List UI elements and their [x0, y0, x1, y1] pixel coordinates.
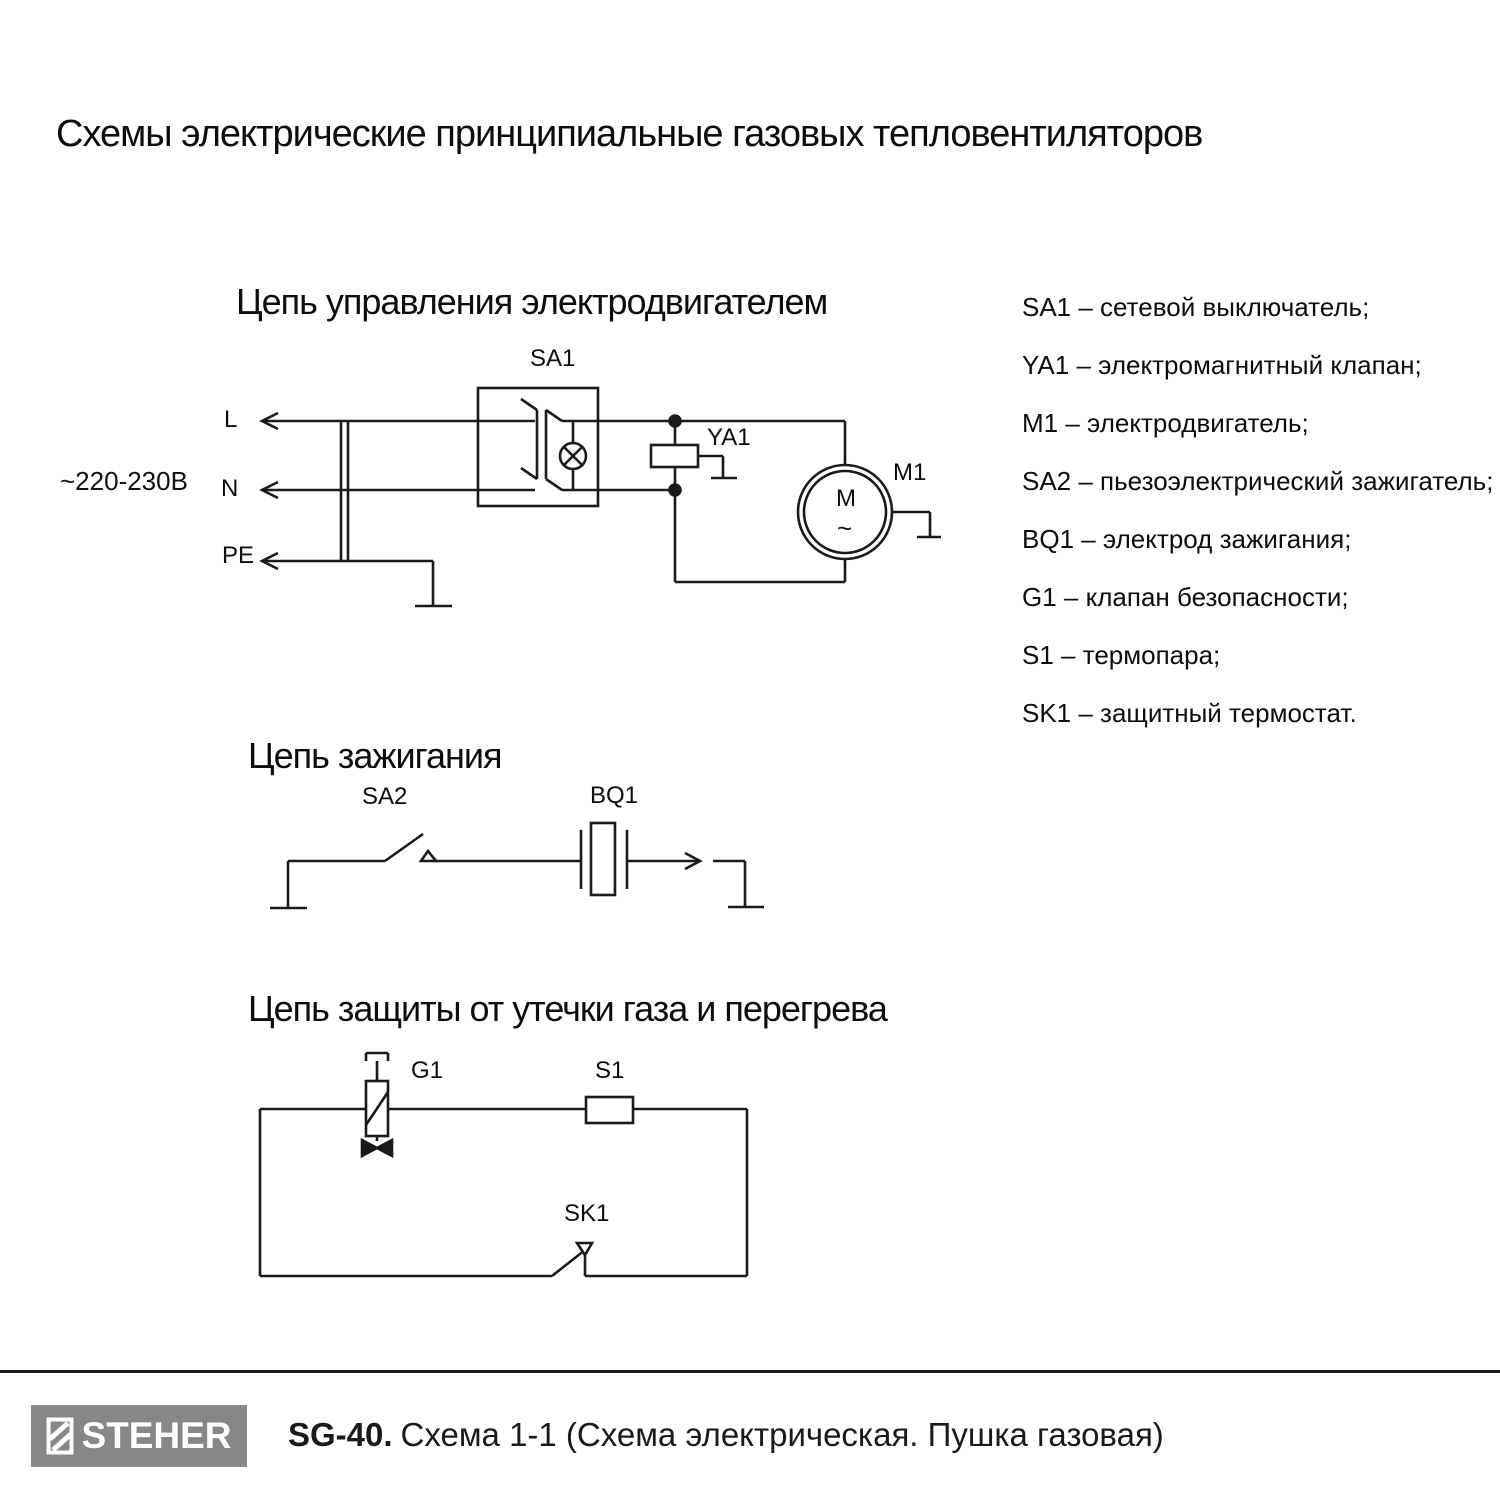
sa2-label: SA2	[362, 783, 408, 810]
sk1-thermostat-contact-symbol	[552, 1243, 592, 1276]
bq1-electrode-symbol	[581, 823, 627, 895]
sa1-switch-symbol	[478, 388, 598, 506]
circuit1-supply-wires	[262, 413, 478, 606]
indicator-lamp-icon	[560, 421, 586, 490]
legend-item-sk1: SK1 – защитный термостат.	[1022, 698, 1357, 728]
legend-item-sa2: SA2 – пьезоэлектрический зажигатель;	[1022, 466, 1494, 496]
bq1-label: BQ1	[590, 782, 639, 809]
m1-label: M1	[893, 459, 927, 486]
legend-item-ya1: YA1 – электромагнитный клапан;	[1022, 350, 1422, 380]
footer-caption	[288, 1416, 1164, 1454]
motor-ac-label: ~	[837, 513, 853, 543]
sa1-label: SA1	[530, 345, 576, 372]
model-number: SG-40.	[288, 1416, 393, 1453]
circuit3-title: Цепь защиты от утечки газа и перегрева	[248, 988, 887, 1029]
spark-gap-electrode	[713, 861, 764, 907]
motor-ground-icon	[892, 512, 941, 537]
s1-label: S1	[595, 1057, 625, 1084]
circuit3-protection-loop	[260, 1053, 747, 1276]
scheme-caption: Схема 1-1 (Схема электрическая. Пушка газовая)	[400, 1416, 1164, 1453]
footer-divider	[0, 1370, 1500, 1373]
supply-voltage-label: ~220-230В	[60, 466, 188, 496]
steher-logo-text: STEHER	[81, 1415, 232, 1456]
circuit1-title: Цепь управления электродвигателем	[236, 281, 828, 322]
g1-label: G1	[411, 1057, 444, 1084]
legend-item-bq1: BQ1 – электрод зажигания;	[1022, 524, 1352, 554]
line-pe-label: PE	[222, 542, 255, 569]
motor-letter-label: M	[836, 485, 856, 512]
legend-item-g1: G1 – клапан безопасности;	[1022, 582, 1349, 612]
steher-logo	[31, 1405, 247, 1467]
sk1-label: SK1	[564, 1200, 610, 1227]
legend-item-sa1: SA1 – сетевой выключатель;	[1022, 292, 1370, 322]
pe-ground-icon	[415, 561, 452, 606]
ya1-ground-icon	[698, 456, 737, 478]
s1-thermocouple-symbol	[586, 1097, 633, 1123]
steher-logo-mark-icon	[46, 1417, 74, 1455]
page-title: Схемы электрические принципиальные газовых тепловентиляторов	[56, 113, 1203, 155]
legend	[1022, 292, 1493, 756]
left-ground-icon	[270, 861, 307, 908]
legend-item-m1: M1 – электродвигатель;	[1022, 408, 1309, 438]
g1-safety-valve-symbol	[362, 1053, 392, 1156]
legend-item-s1: S1 – термопара;	[1022, 640, 1221, 670]
sa2-piezo-switch-symbol	[385, 834, 436, 861]
line-n-label: N	[221, 475, 239, 502]
circuit2-title: Цепь зажигания	[248, 735, 502, 776]
ya1-label: YA1	[707, 424, 751, 451]
circuit2-ignition	[270, 823, 764, 908]
line-l-label: L	[224, 406, 238, 433]
